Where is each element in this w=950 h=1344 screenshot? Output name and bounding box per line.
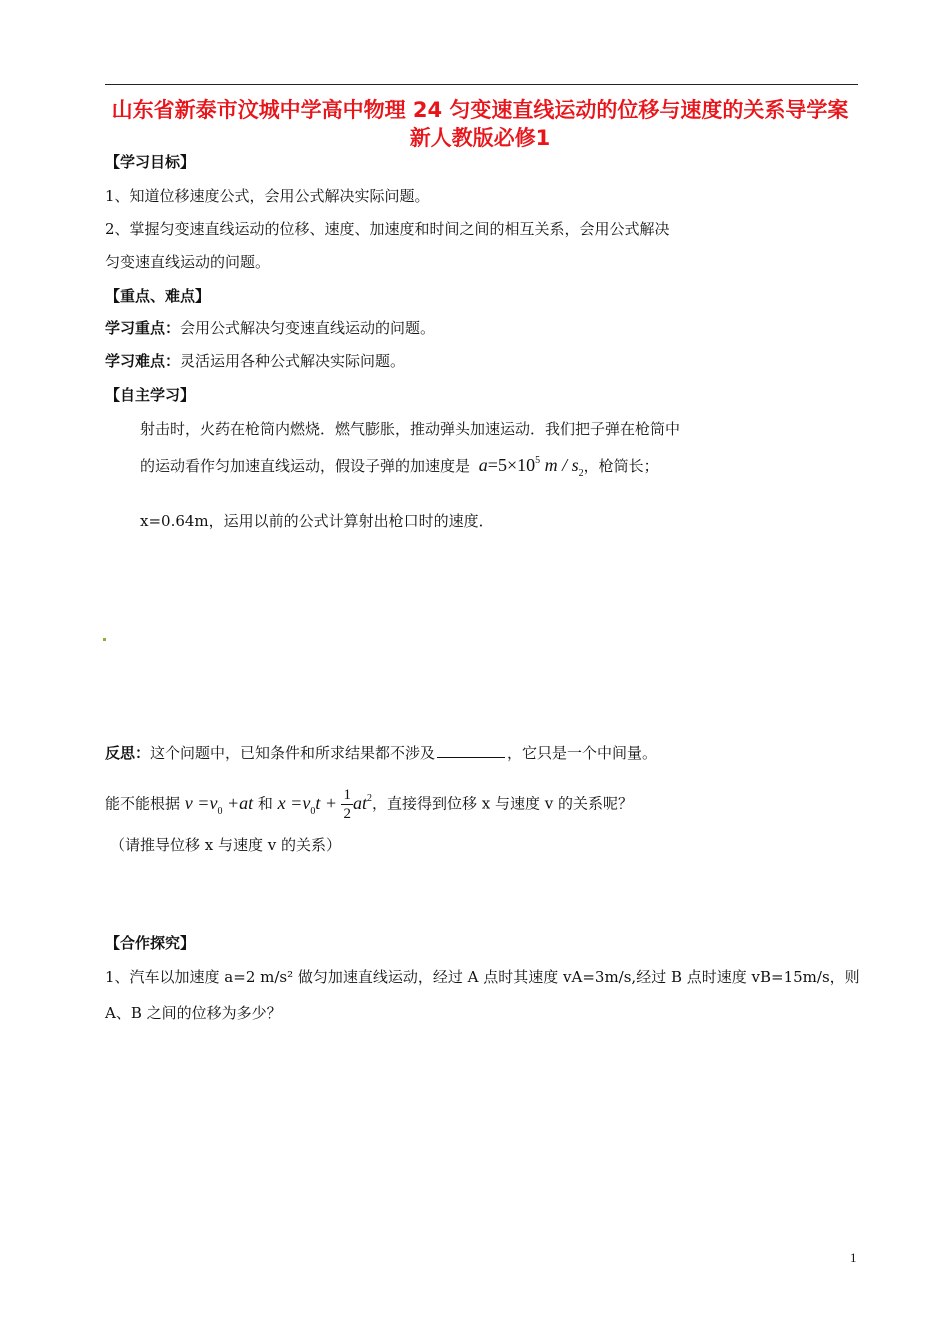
fill-in-blank[interactable] — [437, 743, 505, 758]
self-study-text-end: ，枪筒长； — [583, 457, 659, 475]
goals-heading: 【学习目标】 — [105, 153, 196, 171]
key-heading: 【重点、难点】 — [105, 287, 211, 305]
acceleration-formula: $a=5\times 10^5$ m / $s_2$ — [478, 455, 584, 479]
header-rule — [105, 84, 858, 85]
document-title: 山东省新泰市汶城中学高中物理 24 匀变速直线运动的位移与速度的关系导学案 新人教版必修1 — [111, 98, 849, 150]
reflection-text: 这个问题中，已知条件和所求结果都不涉及 — [150, 744, 436, 762]
derive-prompt: （请推导位移 x 与速度 v 的关系） — [110, 836, 342, 854]
self-study-line-2 — [140, 455, 659, 479]
cooperation-heading: 【合作探究】 — [105, 934, 196, 952]
question-and: 和 — [257, 794, 273, 813]
page-number: 1 — [850, 1250, 857, 1265]
displacement-formula: $x =v_0t$ + $\frac{1}{2}$ $at^2$ — [277, 787, 372, 822]
margin-dot — [103, 638, 106, 641]
goal-2-line-1: 2、掌握匀变速直线运动的位移、速度、加速度和时间之间的相互关系，会用公式解决 — [105, 220, 670, 238]
key-text: 会用公式解决匀变速直线运动的问题。 — [180, 319, 436, 337]
question-line — [105, 786, 633, 823]
difficulty-point — [105, 351, 405, 371]
goal-1: 1、知道位移速度公式，会用公式解决实际问题。 — [105, 187, 430, 205]
fraction-one-half: $\frac{1}{2}$ — [343, 787, 351, 822]
key-label: 学习重点： — [105, 319, 181, 337]
self-study-line-3: x=0.64m，运用以前的公式计算射出枪口时的速度． — [140, 512, 494, 530]
cooperation-problem-line-2: A、B 之间的位移为多少？ — [105, 1004, 282, 1022]
self-study-heading: 【自主学习】 — [105, 386, 196, 404]
question-text: 能不能根据 — [105, 794, 181, 813]
question-text-end: ，直接得到位移 x 与速度 v 的关系呢？ — [371, 794, 633, 813]
goal-2-line-2: 匀变速直线运动的问题。 — [105, 253, 271, 271]
difficulty-text: 灵活运用各种公式解决实际问题。 — [180, 352, 406, 370]
reflection-text-end: ，它只是一个中间量。 — [507, 744, 658, 762]
velocity-formula: $v =v_0 +at$ — [184, 792, 254, 817]
self-study-line-1: 射击时，火药在枪筒内燃烧．燃气膨胀，推动弹头加速运动．我们把子弹在枪筒中 — [140, 420, 681, 438]
self-study-text: 的运动看作匀加速直线运动，假设子弹的加速度是 — [140, 457, 471, 475]
key-point — [105, 318, 435, 338]
reflection-line — [105, 743, 657, 763]
cooperation-problem-line-1: 1、汽车以加速度 a=2 m/s² 做匀加速直线运动，经过 A 点时其速度 vA=3m/s,经过 B 点时速度 vB=15m/s，则 — [105, 968, 860, 986]
difficulty-label: 学习难点： — [105, 352, 181, 370]
reflection-label: 反思： — [105, 744, 151, 762]
